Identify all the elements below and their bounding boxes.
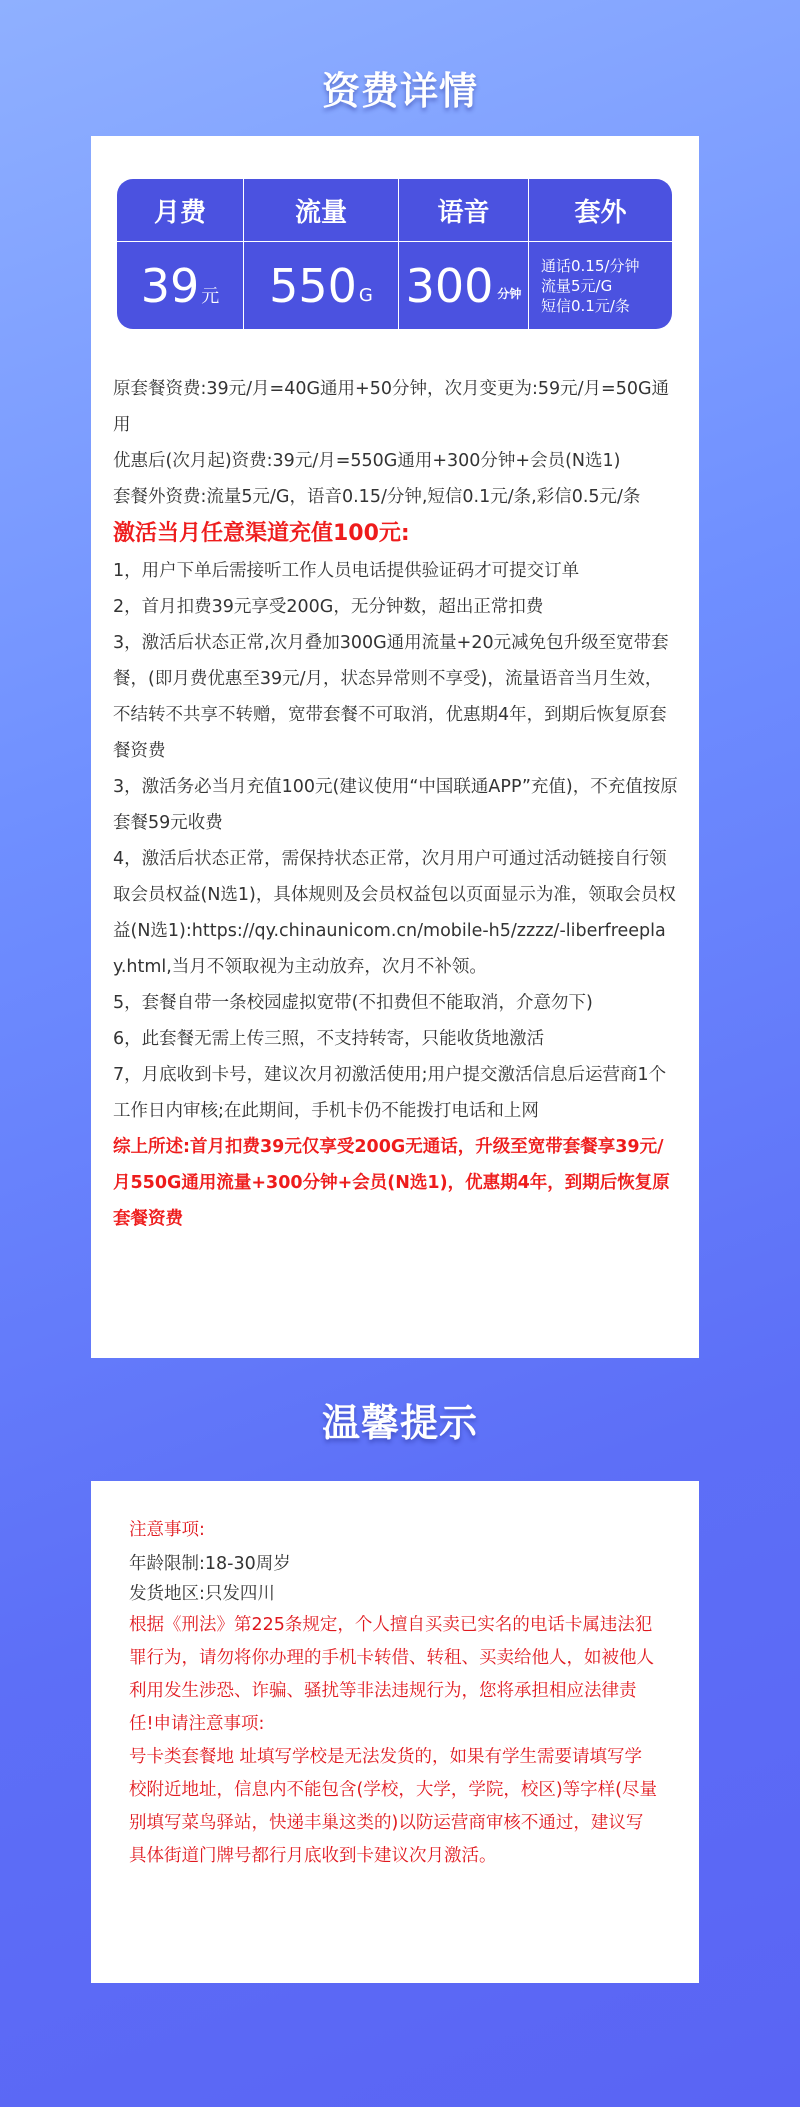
activation-heading: 激活当月任意渠道充值100元: [113, 521, 410, 546]
fee-details-card [91, 136, 699, 1358]
fee-table-header [117, 179, 672, 241]
notes-heading: 注意事项: [129, 1520, 205, 1540]
plan-details [113, 371, 678, 1237]
extra-charges [529, 242, 672, 329]
detail-item-3b: 3，激活务必当月充值100元(建议使用“中国联通APP”充值)，不充值按原套餐59元收费 [113, 777, 678, 833]
overage-fee-text: 套餐外资费:流量5元/G，语音0.15/分钟,短信0.1元/条,彩信0.5元/条 [113, 487, 641, 507]
legal-warning: 根据《刑法》第225条规定，个人擅自买卖已实名的电话卡属违法犯罪行为，请勿将你办理的手机卡转借、转租、买卖给他人，如被他人利用发生涉恐、诈骗、骚扰等非法违规行为，您将承担相应法律责任!申请注意事项: [129, 1615, 654, 1734]
detail-item-6: 6，此套餐无需上传三照，不支持转寄，只能收货地激活 [113, 1029, 545, 1049]
detail-item-4: 4，激活后状态正常，需保持状态正常，次月用户可通过活动链接自行领取会员权益(N选1)，具体规则及会员权益包以页面显示为准，领取会员权益(N选1):https://qy.chinaunicom.cn/mobile-h5/zzzz/-liberfreeplay.html,当月不领取视为主动放弃，次月不补领。 [113, 849, 676, 977]
age-limit: 年龄限制:18-30周岁 [129, 1554, 291, 1574]
monthly-fee-number: 39 [140, 259, 200, 313]
section-title-tips: 温馨提示 [321, 1401, 478, 1445]
original-plan-text: 原套餐资费:39元/月=40G通用+50分钟，次月变更为:59元/月=50G通用 [113, 379, 670, 435]
detail-item-1: 1，用户下单后需接听工作人员电话提供验证码才可提交订单 [113, 561, 580, 581]
header-monthly-fee: 月费 [117, 179, 244, 241]
header-data: 流量 [244, 179, 399, 241]
voice-unit: 分钟 [497, 286, 522, 301]
header-extra: 套外 [574, 197, 627, 228]
notes-block [129, 1515, 659, 1873]
monthly-fee-value [117, 242, 244, 329]
fee-table [117, 179, 672, 329]
monthly-fee-unit: 元 [201, 286, 220, 307]
discount-plan-text: 优惠后(次月起)资费:39元/月=550G通用+300分钟+会员(N选1) [113, 451, 621, 471]
section-title-fee-details: 资费详情 [321, 69, 478, 113]
voice-value [399, 242, 529, 329]
summary-text: 综上所述:首月扣费39元仅享受200G无通话，升级至宽带套餐享39元/月550G通用流量+300分钟+会员(N选1)，优惠期4年，到期后恢复原套餐资费 [113, 1137, 670, 1229]
detail-item-2: 2，首月扣费39元享受200G，无分钟数，超出正常扣费 [113, 597, 544, 617]
detail-item-7: 7，月底收到卡号，建议次月初激活使用;用户提交激活信息后运营商1个工作日内审核;在此期间，手机卡仍不能拨打电话和上网 [113, 1065, 667, 1121]
shipping-region: 发货地区:只发四川 [129, 1584, 275, 1604]
address-notice: 号卡类套餐地 址填写学校是无法发货的，如果有学生需要请填写学校附近地址，信息内不能包含(学校，大学，学院，校区)等字样(尽量别填写菜鸟驿站，快递丰巢这类的)以防运营商审核不通过，建议写具体街道门牌号都行月底收到卡建议次月激活。 [129, 1747, 657, 1866]
extra-call-rate: 通话0.15/分钟 [541, 257, 640, 275]
detail-item-5: 5，套餐自带一条校园虚拟宽带(不扣费但不能取消，介意勿下) [113, 993, 593, 1013]
fee-table-values [117, 241, 672, 329]
tips-card [91, 1481, 699, 1983]
extra-data-rate: 流量5元/G [541, 277, 613, 295]
voice-number: 300 [405, 259, 494, 313]
header-voice: 语音 [399, 179, 529, 241]
data-value [244, 242, 399, 329]
data-unit: G [358, 284, 373, 306]
detail-item-3: 3，激活后状态正常,次月叠加300G通用流量+20元减免包升级至宽带套餐，(即月费优惠至39元/月，状态异常则不享受)，流量语音当月生效，不结转不共享不转赠，宽带套餐不可取消，优惠期4年，到期后恢复原套餐资费 [113, 633, 669, 761]
extra-sms-rate: 短信0.1元/条 [541, 297, 630, 315]
data-number: 550 [269, 259, 357, 313]
